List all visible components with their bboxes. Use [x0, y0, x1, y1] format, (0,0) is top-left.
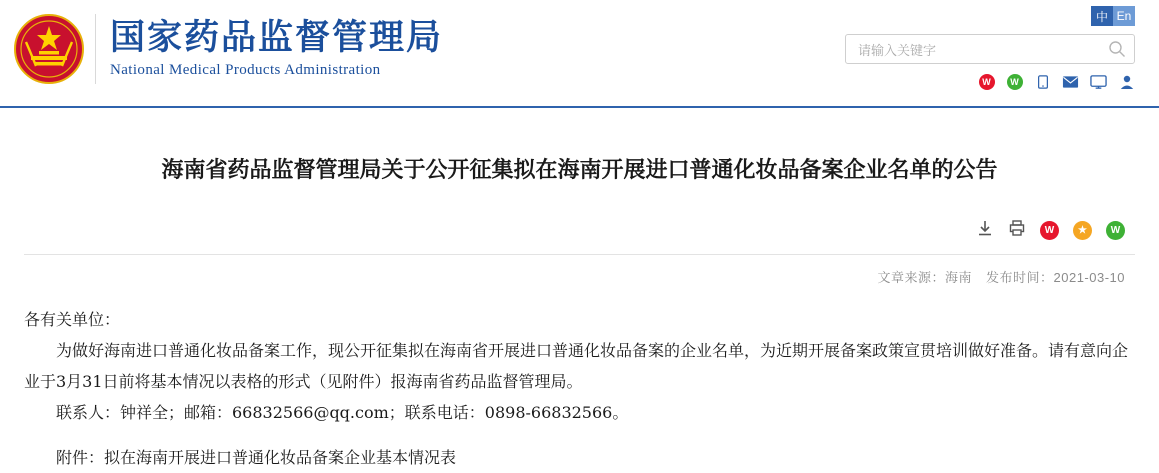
org-name-en: National Medical Products Administration [110, 62, 381, 78]
lang-cn-button[interactable]: 中 [1091, 6, 1113, 26]
site-header [0, 0, 1159, 108]
attachment-link[interactable]: 附件：拟在海南开展进口普通化妆品备案企业基本情况表 [56, 448, 457, 467]
weibo-icon[interactable]: W [978, 73, 995, 90]
favorite-star-icon[interactable]: ★ [1073, 221, 1092, 240]
date-value: 2021-03-10 [1053, 270, 1125, 285]
header-icon-row [978, 73, 1135, 90]
date-label: 发布时间： [985, 270, 1054, 285]
print-icon[interactable] [1008, 219, 1026, 242]
message-icon[interactable] [1090, 73, 1107, 90]
source-label: 文章来源： [877, 270, 945, 285]
brand-text [110, 16, 443, 79]
share-wechat-icon[interactable]: W [1106, 221, 1125, 240]
language-switch[interactable] [1091, 6, 1135, 26]
wechat-icon[interactable]: W [1006, 73, 1023, 90]
paragraph-contact: 联系人：钟祥全；邮箱：66832566@qq.com；联系电话：0898-66832566。 [56, 403, 629, 422]
national-emblem-icon [12, 12, 86, 86]
brand-divider [95, 14, 96, 84]
search-icon[interactable] [1108, 40, 1126, 58]
paragraph-salutation: 各有关单位： [24, 310, 121, 329]
paragraph-main: 为做好海南进口普通化妆品备案工作，现公开征集拟在海南省开展进口普通化妆品备案的企业名单，为近期开展备案政策宣贯培训做好准备。请有意向企业于3月31日前将基本情况以表格的形式（见附件）报海南省药品监督管理局。 [24, 341, 1129, 391]
mobile-icon[interactable] [1034, 73, 1051, 90]
page-title: 海南省药品监督管理局关于公开征集拟在海南开展进口普通化妆品备案企业名单的公告 [161, 157, 998, 183]
user-icon[interactable] [1118, 73, 1135, 90]
article [0, 108, 1159, 473]
source-value: 海南 [944, 270, 972, 285]
org-name-cn: 国家药品监督管理局 [110, 17, 444, 58]
search-input[interactable] [856, 35, 1100, 65]
share-weibo-icon[interactable]: W [1040, 221, 1059, 240]
search-box[interactable] [845, 34, 1135, 64]
article-toolbar [24, 216, 1135, 255]
mail-icon[interactable] [1062, 73, 1079, 90]
lang-en-button[interactable]: En [1113, 6, 1135, 26]
download-icon[interactable] [976, 219, 994, 242]
article-tool-icons [976, 216, 1125, 244]
article-meta [24, 255, 1135, 286]
article-body [24, 286, 1135, 473]
